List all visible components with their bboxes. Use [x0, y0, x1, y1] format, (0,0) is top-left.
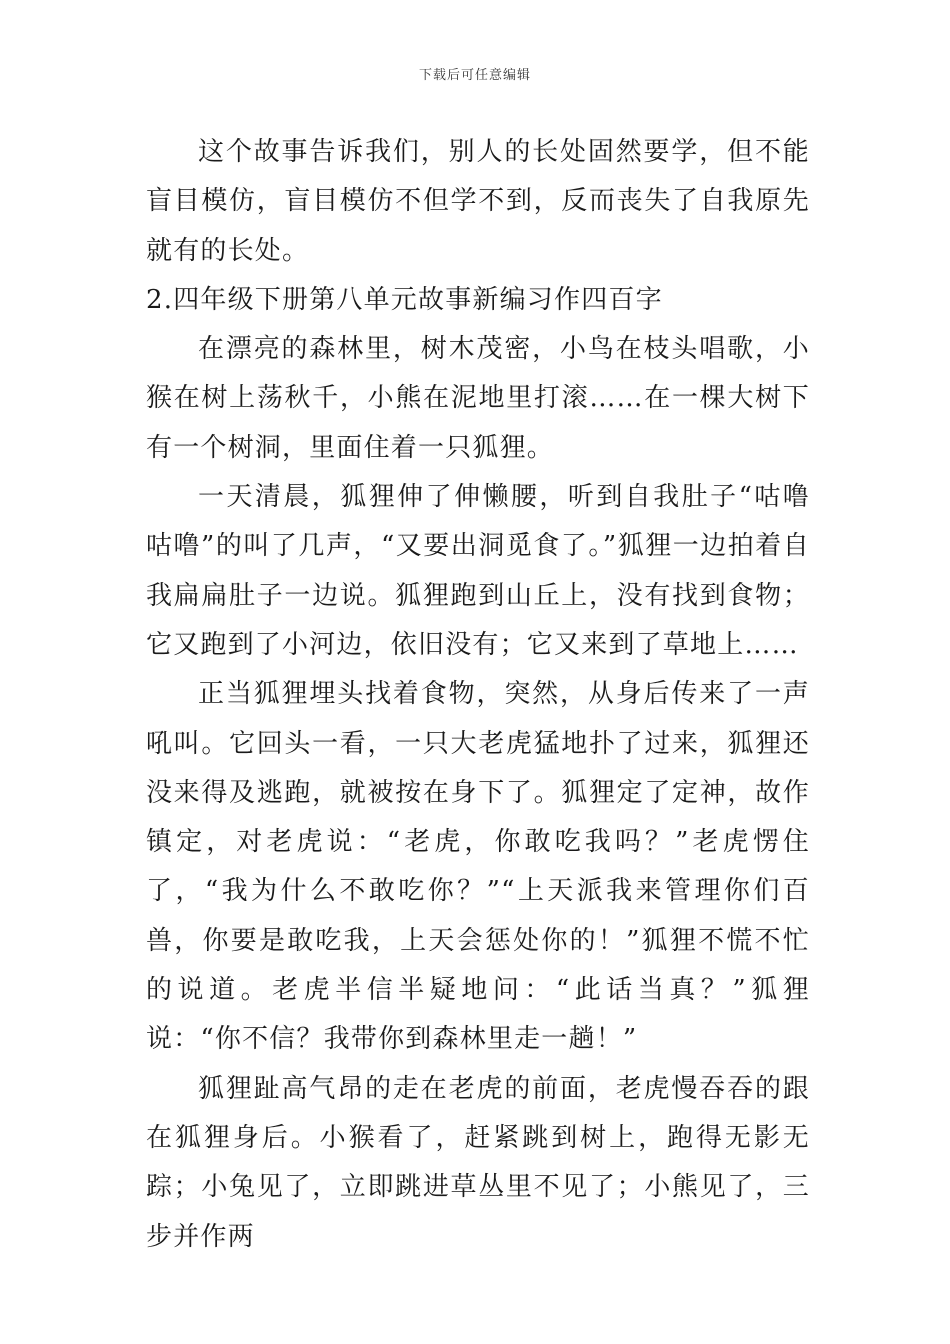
page-header-note: 下载后可任意编辑 [418, 68, 531, 83]
document-body [146, 128, 810, 1262]
paragraph-moral: 这个故事告诉我们，别人的长处固然要学，但不能盲目模仿，盲目模仿不但学不到，反而丧失了自我原先就有的长处。 [146, 137, 810, 266]
paragraph-forest: 在漂亮的森林里，树木茂密，小鸟在枝头唱歌，小猴在树上荡秋千，小熊在泥地里打滚……在一棵大树下有一个树洞，里面住着一只狐狸。 [146, 334, 810, 463]
paragraph-walk: 狐狸趾高气昂的走在老虎的前面，老虎慢吞吞的跟在狐狸身后。小猴看了，赶紧跳到树上，跑得无影无踪；小兔见了，立即跳进草丛里不见了；小熊见了，三步并作两 [146, 1073, 810, 1252]
paragraph-morning: 一天清晨，狐狸伸了伸懒腰，听到自我肚子“咕噜咕噜”的叫了几声，“又要出洞觅食了。”狐狸一边拍着自我扁扁肚子一边说。狐狸跑到山丘上，没有找到食物；它又跑到了小河边，依旧没有；它又来到了草地上…… [146, 482, 810, 660]
section-heading: 2.四年级下册第八单元故事新编习作四百字 [146, 284, 663, 315]
paragraph-tiger: 正当狐狸埋头找着食物，突然，从身后传来了一声吼叫。它回头一看，一只大老虎猛地扑了过来，狐狸还没来得及逃跑，就被按在身下了。狐狸定了定神，故作镇定，对老虎说：“老虎，你敢吃我吗？”老虎愣住了，“我为什么不敢吃你？”“上天派我来管理你们百兽，你要是敢吃我，上天会惩处你的！”狐狸不慌不忙的说道。老虎半信半疑地问：“此话当真？”狐狸说：“你不信？我带你到森林里走一趟！” [146, 679, 810, 1055]
